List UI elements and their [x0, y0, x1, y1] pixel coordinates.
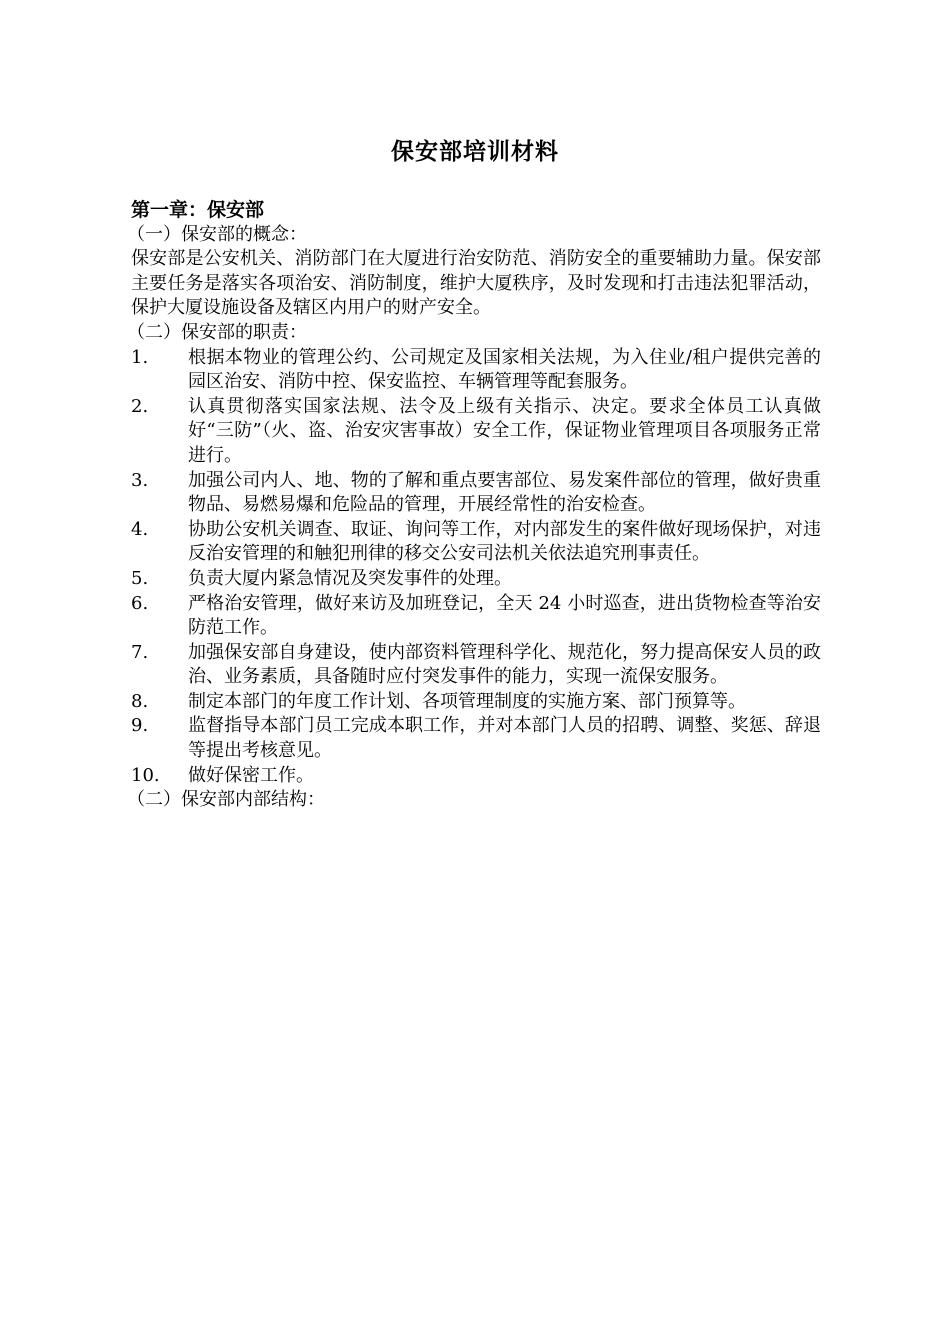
list-item-number: 5. [131, 567, 149, 589]
list-item [131, 469, 821, 518]
list-item [131, 690, 821, 715]
section-heading-structure: （二）保安部内部结构： [127, 789, 325, 811]
list-item-number: 8. [131, 690, 149, 712]
list-item-text: 做好保密工作。 [188, 764, 314, 786]
document-title: 保安部培训材料 [391, 138, 559, 165]
list-item [131, 346, 821, 395]
concept-paragraph: 保安部是公安机关、消防部门在大厦进行治安防范、消防安全的重要辅助力量。保安部主要任务是落实各项治安、消防制度，维护大厦秩序，及时发现和打击违法犯罪活动，保护大厦设施设备及辖区内用户的财产安全。 [131, 248, 821, 319]
list-item-text: 负责大厦内紧急情况及突发事件的处理。 [188, 567, 512, 589]
list-item [131, 764, 821, 789]
list-item-number: 3. [131, 469, 149, 491]
list-item [131, 592, 821, 641]
chapter-heading: 第一章：保安部 [131, 199, 265, 221]
list-item [131, 641, 821, 690]
section-heading-duties: （二）保安部的职责： [127, 321, 307, 343]
section-heading-concept: （一）保安部的概念： [127, 223, 307, 245]
list-item-text: 监督指导本部门员工完成本职工作，并对本部门人员的招聘、调整、奖惩、辞退等提出考核意见。 [188, 715, 821, 762]
list-item-text: 根据本物业的管理公约、公司规定及国家相关法规，为入住业/租户提供完善的园区治安、消防中控、保安监控、车辆管理等配套服务。 [188, 346, 821, 393]
list-item [131, 567, 821, 592]
list-item-number: 1. [131, 346, 149, 368]
list-item [131, 518, 821, 567]
list-item-text: 制定本部门的年度工作计划、各项管理制度的实施方案、部门预算等。 [188, 690, 746, 712]
list-item-number: 2. [131, 395, 149, 417]
list-item-number: 10. [131, 764, 160, 786]
list-item [131, 395, 821, 469]
list-item-text: 加强保安部自身建设，使内部资料管理科学化、规范化，努力提高保安人员的政治、业务素质，具备随时应付突发事件的能力，实现一流保安服务。 [188, 641, 821, 688]
list-item-number: 7. [131, 641, 149, 663]
list-item-text: 认真贯彻落实国家法规、法令及上级有关指示、决定。要求全体员工认真做好“三防”（火、盗、治安灾害事故）安全工作，保证物业管理项目各项服务正常进行。 [188, 395, 821, 466]
list-item-text: 协助公安机关调查、取证、询问等工作，对内部发生的案件做好现场保护，对违反治安管理的和触犯刑律的移交公安司法机关依法追究刑事责任。 [188, 518, 821, 565]
list-item [131, 714, 821, 763]
duties-list [131, 346, 821, 789]
list-item-text: 加强公司内人、地、物的了解和重点要害部位、易发案件部位的管理，做好贵重物品、易燃易爆和危险品的管理，开展经常性的治安检查。 [188, 469, 821, 516]
list-item-text: 严格治安管理，做好来访及加班登记，全天 24 小时巡查，进出货物检查等治安防范工作。 [188, 592, 821, 639]
list-item-number: 6. [131, 592, 149, 614]
list-item-number: 4. [131, 518, 149, 540]
document-body [127, 198, 821, 813]
list-item-number: 9. [131, 715, 149, 737]
